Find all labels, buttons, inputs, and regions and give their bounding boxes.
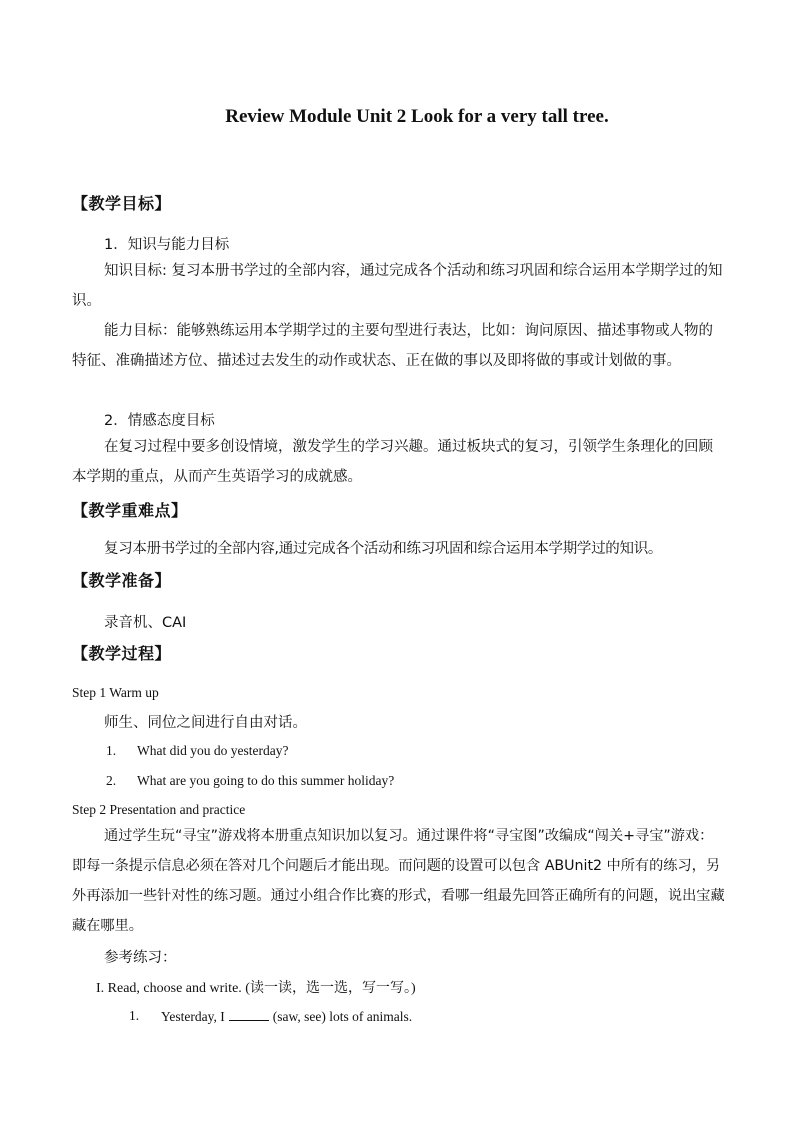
step1-title: Step 1 Warm up <box>72 685 159 700</box>
objective-item-2-title: 2．情感态度目标 <box>104 413 215 429</box>
exercise-1-sentence <box>161 1008 412 1025</box>
exercise-instructions: I. Read, choose and write. (读一读，选一选，写一写。) <box>96 981 416 996</box>
step2-title: Step 2 Presentation and practice <box>72 802 246 817</box>
section-heading-objectives: 【教学目标】 <box>72 194 172 213</box>
step1-question-2: What are you going to do this summer holiday? <box>137 773 395 788</box>
step1-question-1-number: 1. <box>106 743 117 758</box>
objective-item-1-title: 1．知识与能力目标 <box>104 237 230 253</box>
page-title: Review Module Unit 2 Look for a very tall tree. <box>225 106 609 127</box>
exercise-1-text-before: Yesterday, I <box>161 1009 225 1024</box>
section-heading-process: 【教学过程】 <box>72 644 172 663</box>
step2-description: 通过学生玩“寻宝”游戏将本册重点知识加以复习。通过课件将“寻宝图”改编成“闯关+寻宝”游戏：即每一条提示信息必须在答对几个问题后才能出现。而问题的设置可以包含 ABUnit2 中所有的练习，另外再添加一些针对性的练习题。通过小组合作比赛的形式，看哪一组最先回答正确所有的问题，说出宝藏藏在哪里。 <box>72 828 725 934</box>
section-heading-preparation: 【教学准备】 <box>72 571 172 590</box>
section-heading-key-points: 【教学重难点】 <box>72 501 188 520</box>
step1-question-2-number: 2. <box>106 773 117 788</box>
exercise-1-number: 1. <box>129 1008 140 1023</box>
answer-blank[interactable] <box>229 1008 269 1021</box>
key-points-paragraph: 复习本册书学过的全部内容,通过完成各个活动和练习巩固和综合运用本学期学过的知识。 <box>104 541 663 557</box>
knowledge-goal-paragraph: 知识目标: 复习本册书学过的全部内容，通过完成各个活动和练习巩固和综合运用本学期学过的知识。 <box>72 263 723 309</box>
exercise-1-text-after: (saw, see) lots of animals. <box>272 1009 413 1024</box>
ability-goal-paragraph: 能力目标：能够熟练运用本学期学过的主要句型进行表达，比如：询问原因、描述事物或人物的特征、准确描述方位、描述过去发生的动作或状态、正在做的事以及即将做的事或计划做的事。 <box>72 323 713 369</box>
emotion-goal-paragraph: 在复习过程中要多创设情境，激发学生的学习兴趣。通过板块式的复习，引领学生条理化的回顾本学期的重点，从而产生英语学习的成就感。 <box>72 439 713 485</box>
step1-question-1: What did you do yesterday? <box>137 743 289 758</box>
preparation-text: 录音机、CAI <box>104 615 187 631</box>
step1-intro: 师生、同位之间进行自由对话。 <box>104 715 307 731</box>
reference-exercises-label: 参考练习： <box>104 950 177 966</box>
